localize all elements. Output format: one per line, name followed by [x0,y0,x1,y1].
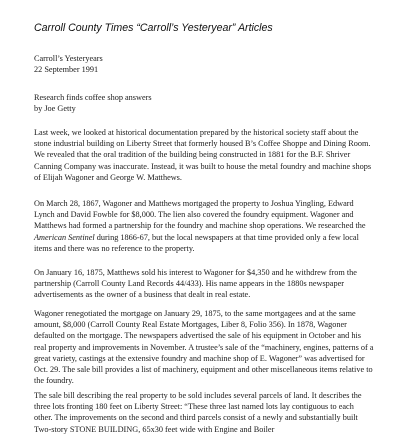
paragraph-2 [34,198,374,254]
article-author: by Joe Getty [34,104,76,114]
paragraph-1 [34,127,374,183]
paragraph-5 [34,390,374,435]
paragraph-text-part: On March 28, 1867, Wagoner and Matthews mortgaged the property to Joshua Yingling, Edward Lynch and David Fowble for $8,000. The lien also covered the foundry equipment. Wagoner and Matthews had formed a partnership for the foundry and machine shop operations. We researched the [34,199,366,231]
paragraph-text: Wagoner renegotiated the mortgage on January 29, 1875, to the same mortgagees and at the same amount, $8,000 (Carroll County Real Estate Mortgages, Liber 8, Folio 356). In 1878, Wagoner defaulted on the mortgage. The newspapers advertised the sale of his equipment in October and his real property and improvements in November. A trustee’s sale of the “machinery, engines, patterns of a great variety, castings at the extensive foundry and machine shop of E. Wagoner” was advertised for Oct. 29. The sale bill provides a list of machinery, equipment and other miscellaneous items relative to the foundry. [34,309,374,386]
paragraph-3 [34,267,374,301]
column-date: 22 September 1991 [34,65,99,75]
article-headline: Research finds coffee shop answers [34,93,152,102]
column-meta [34,53,374,75]
column-name: Carroll’s Yesteryears [34,54,103,63]
paragraph-text-part: during 1866-67, but the local newspapers at that time provided only a few local items and there was no reference to the property. [34,232,359,253]
paragraph-text: The sale bill describing the real property to be sold includes several parcels of land. It describes the three lots fronting 180 feet on Liberty Street: “These three last named lots lay contiguous to each other. The improvements on the second and third parcels consist of a newly and substantially built Two-story STONE BUILDING, 65x30 feet wide with Engine and Boiler [34,391,362,434]
paragraph-text: Last week, we looked at historical documentation prepared by the historical society staff about the stone industrial building on Liberty Street that formerly housed B’s Coffee Shoppe and Dining Room. We revealed that the oral tradition of the building being constructed in 1881 for the B.F. Shriver Canning Company was inaccurate. Instead, it was built to house the metal foundry and machine shops of Elijah Wagoner and George W. Matthews. [34,128,372,182]
article-byline [34,92,374,114]
paragraph-4 [34,308,374,386]
page-header: Carroll County Times “Carroll’s Yesteryear” Articles [34,22,273,34]
paragraph-text [34,198,374,254]
paragraph-text: On January 16, 1875, Matthews sold his interest to Wagoner for $4,350 and he withdrew from the partnership (Carroll County Land Records 44/433). His name appears in the 1880s newspaper advertisements as the owner of a business that dealt in real estate. [34,268,357,300]
newspaper-title: American Sentinel [34,232,95,242]
